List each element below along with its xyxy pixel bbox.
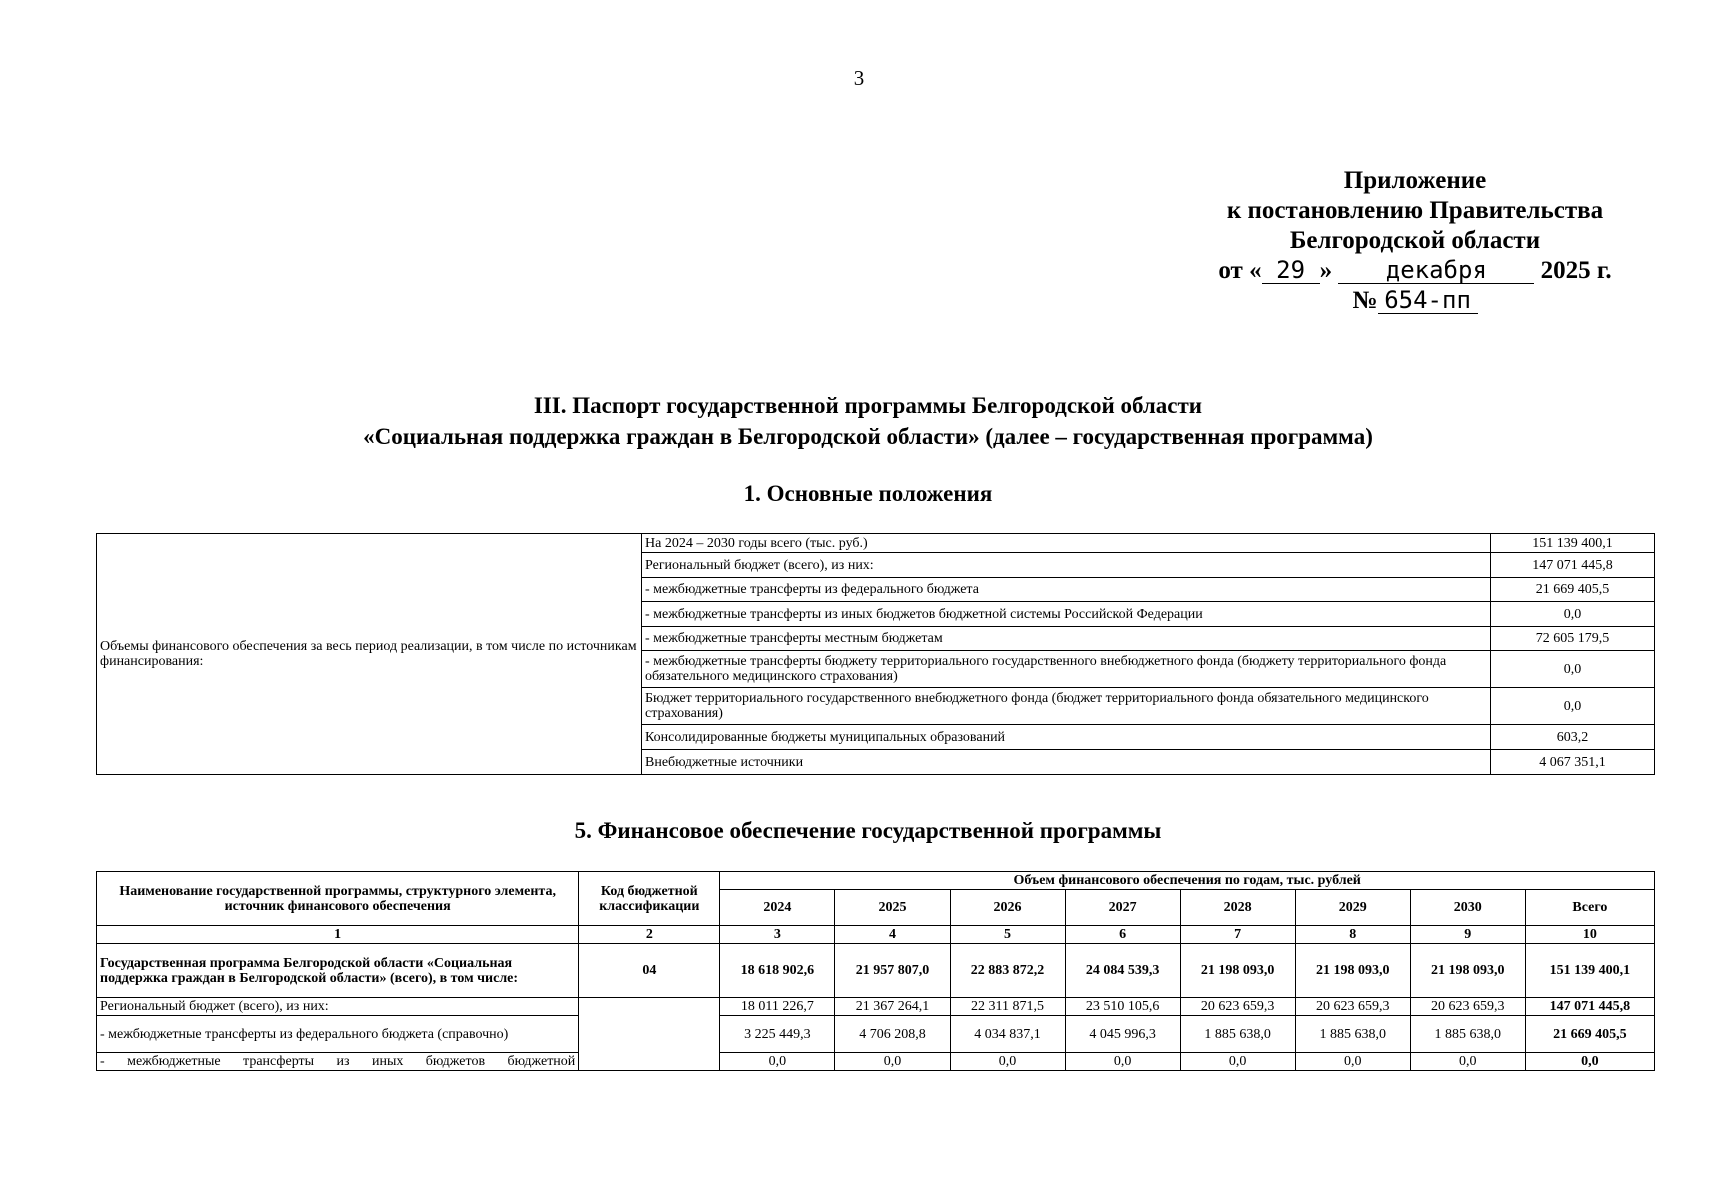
financing-row — [97, 1053, 1655, 1071]
date-month: декабря — [1338, 257, 1534, 284]
year-value: 20 623 659,3 — [1410, 998, 1525, 1016]
column-number: 3 — [720, 926, 835, 944]
funding-source: - межбюджетные трансферты бюджету территориального государственного внебюджетного фонда (бюджету территориального фонда обязательного медицинского страхования) — [642, 651, 1491, 688]
financing-row — [97, 1016, 1655, 1053]
header-year: 2029 — [1295, 890, 1410, 926]
year-value: 22 311 871,5 — [950, 998, 1065, 1016]
year-value: 0,0 — [835, 1053, 950, 1071]
funding-value: 603,2 — [1491, 725, 1655, 750]
funding-source: - межбюджетные трансферты из иных бюджетов бюджетной системы Российской Федерации — [642, 602, 1491, 627]
funding-source: Консолидированные бюджеты муниципальных образований — [642, 725, 1491, 750]
year-value: 3 225 449,3 — [720, 1016, 835, 1053]
funding-value: 151 139 400,1 — [1491, 534, 1655, 553]
row-name: - межбюджетные трансферты из федерального бюджета (справочно) — [97, 1016, 579, 1053]
funding-value: 4 067 351,1 — [1491, 750, 1655, 775]
header-year: 2027 — [1065, 890, 1180, 926]
funding-value: 0,0 — [1491, 602, 1655, 627]
year-value: 0,0 — [1295, 1053, 1410, 1071]
year-value: 21 957 807,0 — [835, 944, 950, 998]
appendix-line2: к постановлению Правительства — [1226, 197, 1604, 224]
column-number: 6 — [1065, 926, 1180, 944]
financing-row — [97, 944, 1655, 998]
year-value: 20 623 659,3 — [1180, 998, 1295, 1016]
page-number: 3 — [853, 66, 865, 90]
row-code: 04 — [579, 944, 720, 998]
date-prefix: от « — [1218, 257, 1262, 284]
funding-source: Внебюджетные источники — [642, 750, 1491, 775]
year-value: 4 034 837,1 — [950, 1016, 1065, 1053]
year-value: 21 198 093,0 — [1180, 944, 1295, 998]
title-line2: «Социальная поддержка граждан в Белгородской области» (далее – государственная программа) — [363, 424, 1373, 449]
column-number: 8 — [1295, 926, 1410, 944]
financing-table — [96, 871, 1655, 1071]
row-total: 151 139 400,1 — [1525, 944, 1654, 998]
title-line1: III. Паспорт государственной программы Белгородской области — [533, 393, 1203, 418]
year-value: 0,0 — [720, 1053, 835, 1071]
header-total: Всего — [1525, 890, 1654, 926]
row-total: 0,0 — [1525, 1053, 1654, 1071]
year-value: 0,0 — [1410, 1053, 1525, 1071]
year-value: 1 885 638,0 — [1180, 1016, 1295, 1053]
row-total: 147 071 445,8 — [1525, 998, 1654, 1016]
appendix-date — [1195, 256, 1635, 286]
appendix-line3: Белгородской области — [1289, 227, 1541, 254]
year-value: 18 618 902,6 — [720, 944, 835, 998]
row-name: Государственная программа Белгородской области «Социальная поддержка граждан в Белгородской области» (всего), в том числе: — [97, 944, 579, 998]
section5-heading: 5. Финансовое обеспечение государственной программы — [574, 818, 1162, 843]
header-code: Код бюджетной классификации — [579, 872, 720, 926]
date-year: 2025 г. — [1540, 257, 1612, 284]
header-volume: Объем финансового обеспечения по годам, тыс. рублей — [720, 872, 1655, 890]
year-value: 18 011 226,7 — [720, 998, 835, 1016]
passport-table-body — [97, 534, 1655, 775]
date-mid: » — [1319, 257, 1333, 284]
funding-value: 0,0 — [1491, 688, 1655, 725]
column-number: 4 — [835, 926, 950, 944]
year-value: 21 198 093,0 — [1295, 944, 1410, 998]
section1-heading: 1. Основные положения — [743, 481, 993, 506]
funding-value: 147 071 445,8 — [1491, 553, 1655, 578]
header-name: Наименование государственной программы, структурного элемента, источник финансового обеспечения — [97, 872, 579, 926]
row-name: - межбюджетные трансферты из иных бюджетов бюджетной — [97, 1053, 579, 1071]
column-number: 9 — [1410, 926, 1525, 944]
passport-row — [97, 534, 1655, 553]
row-total: 21 669 405,5 — [1525, 1016, 1654, 1053]
year-value: 20 623 659,3 — [1295, 998, 1410, 1016]
year-value: 21 367 264,1 — [835, 998, 950, 1016]
appendix-title: Приложение — [1343, 167, 1487, 194]
number-prefix: № — [1352, 287, 1378, 314]
funding-source: - межбюджетные трансферты из федерального бюджета — [642, 578, 1491, 602]
date-day: 29 — [1262, 257, 1320, 284]
appendix-header — [1195, 166, 1635, 316]
header-year: 2025 — [835, 890, 950, 926]
funding-value: 0,0 — [1491, 651, 1655, 688]
header-year: 2028 — [1180, 890, 1295, 926]
header-year: 2030 — [1410, 890, 1525, 926]
passport-label: Объемы финансового обеспечения за весь период реализации, в том числе по источникам финансирования: — [97, 534, 642, 775]
column-numbers-row — [97, 926, 1655, 944]
year-value: 22 883 872,2 — [950, 944, 1065, 998]
column-number: 1 — [97, 926, 579, 944]
funding-source: Региональный бюджет (всего), из них: — [642, 553, 1491, 578]
year-value: 21 198 093,0 — [1410, 944, 1525, 998]
year-value: 23 510 105,6 — [1065, 998, 1180, 1016]
year-value: 4 045 996,3 — [1065, 1016, 1180, 1053]
column-number: 5 — [950, 926, 1065, 944]
year-value: 0,0 — [1180, 1053, 1295, 1071]
financing-table-body — [97, 944, 1655, 1071]
financing-row — [97, 998, 1655, 1016]
funding-source: На 2024 – 2030 годы всего (тыс. руб.) — [642, 534, 1491, 553]
row-code — [579, 998, 720, 1071]
document-number: 654-пп — [1378, 287, 1478, 314]
year-value: 0,0 — [1065, 1053, 1180, 1071]
funding-source: - межбюджетные трансферты местным бюджетам — [642, 627, 1491, 651]
program-title — [0, 390, 1718, 452]
column-number: 7 — [1180, 926, 1295, 944]
row-name: Региональный бюджет (всего), из них: — [97, 998, 579, 1016]
column-number: 10 — [1525, 926, 1654, 944]
header-year: 2026 — [950, 890, 1065, 926]
year-value: 24 084 539,3 — [1065, 944, 1180, 998]
year-value: 1 885 638,0 — [1410, 1016, 1525, 1053]
column-number: 2 — [579, 926, 720, 944]
funding-source: Бюджет территориального государственного внебюджетного фонда (бюджет территориального фонда обязательного медицинского страхования) — [642, 688, 1491, 725]
year-value: 0,0 — [950, 1053, 1065, 1071]
header-year: 2024 — [720, 890, 835, 926]
funding-value: 21 669 405,5 — [1491, 578, 1655, 602]
year-value: 1 885 638,0 — [1295, 1016, 1410, 1053]
appendix-number — [1195, 286, 1635, 316]
funding-value: 72 605 179,5 — [1491, 627, 1655, 651]
passport-table — [96, 533, 1655, 775]
year-value: 4 706 208,8 — [835, 1016, 950, 1053]
